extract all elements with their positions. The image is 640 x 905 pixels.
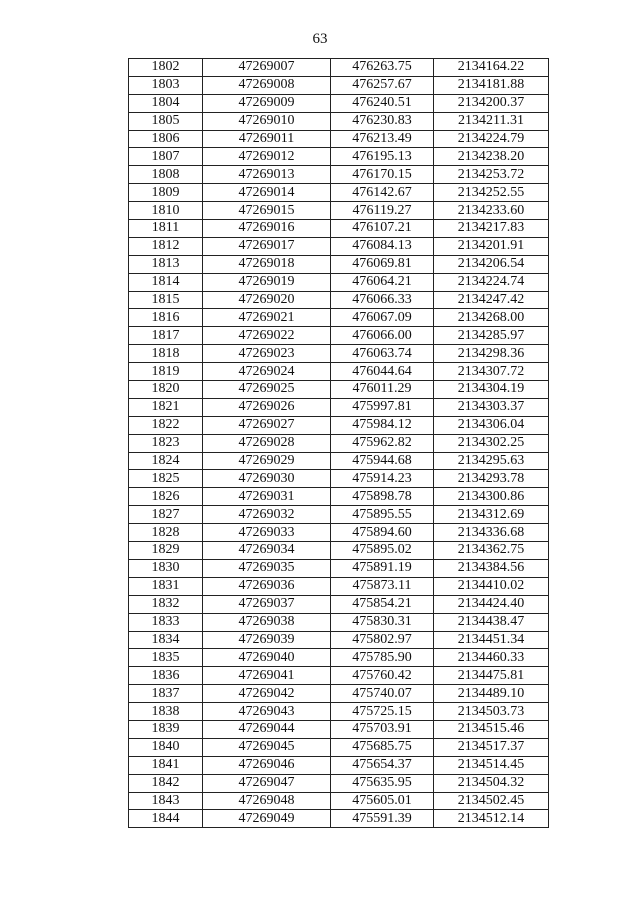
y-coordinate-cell: 2134517.37 [434,738,549,756]
table-row [129,774,549,792]
table-row [129,559,549,577]
table-row [129,184,549,202]
point-id-cell: 47269037 [203,595,331,613]
table-row [129,524,549,542]
point-id-cell: 47269020 [203,291,331,309]
x-coordinate-cell: 475635.95 [331,774,434,792]
point-number-cell: 1803 [129,76,203,94]
point-id-cell: 47269009 [203,94,331,112]
table-row [129,416,549,434]
y-coordinate-cell: 2134503.73 [434,703,549,721]
y-coordinate-cell: 2134302.25 [434,434,549,452]
x-coordinate-cell: 475591.39 [331,810,434,828]
y-coordinate-cell: 2134164.22 [434,59,549,77]
x-coordinate-cell: 475725.15 [331,703,434,721]
x-coordinate-cell: 476063.74 [331,345,434,363]
x-coordinate-cell: 475944.68 [331,452,434,470]
table-row [129,452,549,470]
x-coordinate-cell: 476064.21 [331,273,434,291]
y-coordinate-cell: 2134201.91 [434,237,549,255]
table-row [129,237,549,255]
table-row [129,309,549,327]
x-coordinate-cell: 475854.21 [331,595,434,613]
x-coordinate-cell: 476066.33 [331,291,434,309]
point-number-cell: 1811 [129,220,203,238]
x-coordinate-cell: 476170.15 [331,166,434,184]
x-coordinate-cell: 475654.37 [331,756,434,774]
x-coordinate-cell: 476213.49 [331,130,434,148]
point-number-cell: 1826 [129,488,203,506]
x-coordinate-cell: 475740.07 [331,685,434,703]
point-id-cell: 47269015 [203,202,331,220]
y-coordinate-cell: 2134362.75 [434,542,549,560]
point-number-cell: 1842 [129,774,203,792]
x-coordinate-cell: 475895.02 [331,542,434,560]
point-id-cell: 47269014 [203,184,331,202]
point-number-cell: 1820 [129,381,203,399]
point-id-cell: 47269030 [203,470,331,488]
y-coordinate-cell: 2134233.60 [434,202,549,220]
y-coordinate-cell: 2134306.04 [434,416,549,434]
point-id-cell: 47269033 [203,524,331,542]
table-row [129,470,549,488]
x-coordinate-cell: 475830.31 [331,613,434,631]
y-coordinate-cell: 2134303.37 [434,398,549,416]
x-coordinate-cell: 476011.29 [331,381,434,399]
x-coordinate-cell: 476195.13 [331,148,434,166]
point-number-cell: 1804 [129,94,203,112]
y-coordinate-cell: 2134224.79 [434,130,549,148]
point-number-cell: 1822 [129,416,203,434]
point-number-cell: 1836 [129,667,203,685]
point-number-cell: 1829 [129,542,203,560]
y-coordinate-cell: 2134489.10 [434,685,549,703]
point-number-cell: 1802 [129,59,203,77]
table-row [129,327,549,345]
y-coordinate-cell: 2134293.78 [434,470,549,488]
table-row [129,703,549,721]
point-id-cell: 47269021 [203,309,331,327]
point-number-cell: 1830 [129,559,203,577]
point-id-cell: 47269045 [203,738,331,756]
table-row [129,720,549,738]
point-number-cell: 1816 [129,309,203,327]
point-id-cell: 47269043 [203,703,331,721]
y-coordinate-cell: 2134211.31 [434,112,549,130]
point-id-cell: 47269011 [203,130,331,148]
point-number-cell: 1809 [129,184,203,202]
table-row [129,363,549,381]
point-number-cell: 1813 [129,255,203,273]
y-coordinate-cell: 2134247.42 [434,291,549,309]
point-id-cell: 47269031 [203,488,331,506]
point-id-cell: 47269012 [203,148,331,166]
point-id-cell: 47269029 [203,452,331,470]
x-coordinate-cell: 475760.42 [331,667,434,685]
x-coordinate-cell: 476069.81 [331,255,434,273]
point-id-cell: 47269048 [203,792,331,810]
x-coordinate-cell: 475685.75 [331,738,434,756]
table-row [129,94,549,112]
table-row [129,112,549,130]
table-row [129,166,549,184]
point-id-cell: 47269028 [203,434,331,452]
y-coordinate-cell: 2134312.69 [434,506,549,524]
point-number-cell: 1828 [129,524,203,542]
x-coordinate-cell: 476084.13 [331,237,434,255]
point-number-cell: 1837 [129,685,203,703]
point-id-cell: 47269026 [203,398,331,416]
point-id-cell: 47269010 [203,112,331,130]
x-coordinate-cell: 476067.09 [331,309,434,327]
table-row [129,667,549,685]
point-number-cell: 1827 [129,506,203,524]
point-id-cell: 47269041 [203,667,331,685]
y-coordinate-cell: 2134438.47 [434,613,549,631]
x-coordinate-cell: 476119.27 [331,202,434,220]
y-coordinate-cell: 2134253.72 [434,166,549,184]
y-coordinate-cell: 2134181.88 [434,76,549,94]
point-id-cell: 47269019 [203,273,331,291]
table-row [129,291,549,309]
y-coordinate-cell: 2134512.14 [434,810,549,828]
y-coordinate-cell: 2134515.46 [434,720,549,738]
table-row [129,595,549,613]
table-row [129,506,549,524]
x-coordinate-cell: 476107.21 [331,220,434,238]
point-id-cell: 47269013 [203,166,331,184]
point-number-cell: 1831 [129,577,203,595]
table-row [129,792,549,810]
coordinates-table-body [129,59,549,828]
x-coordinate-cell: 475914.23 [331,470,434,488]
point-id-cell: 47269049 [203,810,331,828]
table-row [129,202,549,220]
y-coordinate-cell: 2134475.81 [434,667,549,685]
table-row [129,273,549,291]
table-row [129,756,549,774]
table-row [129,577,549,595]
point-id-cell: 47269024 [203,363,331,381]
y-coordinate-cell: 2134304.19 [434,381,549,399]
point-number-cell: 1834 [129,631,203,649]
x-coordinate-cell: 475984.12 [331,416,434,434]
y-coordinate-cell: 2134285.97 [434,327,549,345]
point-number-cell: 1844 [129,810,203,828]
point-number-cell: 1819 [129,363,203,381]
table-row [129,542,549,560]
y-coordinate-cell: 2134252.55 [434,184,549,202]
x-coordinate-cell: 475873.11 [331,577,434,595]
point-number-cell: 1823 [129,434,203,452]
point-id-cell: 47269047 [203,774,331,792]
point-number-cell: 1832 [129,595,203,613]
table-row [129,810,549,828]
table-row [129,130,549,148]
point-id-cell: 47269035 [203,559,331,577]
point-number-cell: 1839 [129,720,203,738]
point-id-cell: 47269039 [203,631,331,649]
y-coordinate-cell: 2134424.40 [434,595,549,613]
point-number-cell: 1807 [129,148,203,166]
point-id-cell: 47269038 [203,613,331,631]
table-row [129,345,549,363]
y-coordinate-cell: 2134502.45 [434,792,549,810]
point-id-cell: 47269008 [203,76,331,94]
x-coordinate-cell: 476240.51 [331,94,434,112]
point-id-cell: 47269036 [203,577,331,595]
point-number-cell: 1818 [129,345,203,363]
table-row [129,434,549,452]
point-number-cell: 1838 [129,703,203,721]
table-row [129,59,549,77]
y-coordinate-cell: 2134336.68 [434,524,549,542]
y-coordinate-cell: 2134451.34 [434,631,549,649]
point-number-cell: 1815 [129,291,203,309]
table-row [129,649,549,667]
y-coordinate-cell: 2134460.33 [434,649,549,667]
x-coordinate-cell: 475894.60 [331,524,434,542]
x-coordinate-cell: 476263.75 [331,59,434,77]
point-id-cell: 47269027 [203,416,331,434]
y-coordinate-cell: 2134295.63 [434,452,549,470]
x-coordinate-cell: 475802.97 [331,631,434,649]
x-coordinate-cell: 476066.00 [331,327,434,345]
x-coordinate-cell: 475895.55 [331,506,434,524]
page-number: 63 [312,31,328,47]
point-number-cell: 1824 [129,452,203,470]
point-number-cell: 1817 [129,327,203,345]
y-coordinate-cell: 2134504.32 [434,774,549,792]
y-coordinate-cell: 2134206.54 [434,255,549,273]
y-coordinate-cell: 2134217.83 [434,220,549,238]
point-number-cell: 1841 [129,756,203,774]
table-row [129,148,549,166]
point-id-cell: 47269007 [203,59,331,77]
x-coordinate-cell: 476044.64 [331,363,434,381]
point-id-cell: 47269046 [203,756,331,774]
y-coordinate-cell: 2134200.37 [434,94,549,112]
coordinates-table [128,58,549,828]
table-row [129,76,549,94]
point-number-cell: 1805 [129,112,203,130]
point-id-cell: 47269018 [203,255,331,273]
point-number-cell: 1840 [129,738,203,756]
y-coordinate-cell: 2134224.74 [434,273,549,291]
x-coordinate-cell: 476142.67 [331,184,434,202]
x-coordinate-cell: 476230.83 [331,112,434,130]
x-coordinate-cell: 475605.01 [331,792,434,810]
x-coordinate-cell: 476257.67 [331,76,434,94]
x-coordinate-cell: 475785.90 [331,649,434,667]
point-id-cell: 47269040 [203,649,331,667]
point-id-cell: 47269044 [203,720,331,738]
point-id-cell: 47269034 [203,542,331,560]
point-number-cell: 1843 [129,792,203,810]
y-coordinate-cell: 2134514.45 [434,756,549,774]
table-row [129,631,549,649]
y-coordinate-cell: 2134410.02 [434,577,549,595]
point-id-cell: 47269016 [203,220,331,238]
y-coordinate-cell: 2134300.86 [434,488,549,506]
table-row [129,738,549,756]
table-row [129,613,549,631]
point-number-cell: 1812 [129,237,203,255]
point-number-cell: 1814 [129,273,203,291]
table-row [129,685,549,703]
y-coordinate-cell: 2134238.20 [434,148,549,166]
x-coordinate-cell: 475898.78 [331,488,434,506]
y-coordinate-cell: 2134268.00 [434,309,549,327]
table-row [129,255,549,273]
table-row [129,220,549,238]
point-number-cell: 1835 [129,649,203,667]
point-number-cell: 1810 [129,202,203,220]
table-row [129,398,549,416]
point-id-cell: 47269022 [203,327,331,345]
x-coordinate-cell: 475891.19 [331,559,434,577]
y-coordinate-cell: 2134298.36 [434,345,549,363]
x-coordinate-cell: 475997.81 [331,398,434,416]
point-number-cell: 1808 [129,166,203,184]
y-coordinate-cell: 2134384.56 [434,559,549,577]
point-id-cell: 47269017 [203,237,331,255]
y-coordinate-cell: 2134307.72 [434,363,549,381]
point-number-cell: 1806 [129,130,203,148]
point-id-cell: 47269032 [203,506,331,524]
point-id-cell: 47269023 [203,345,331,363]
table-row [129,488,549,506]
point-number-cell: 1821 [129,398,203,416]
x-coordinate-cell: 475962.82 [331,434,434,452]
point-id-cell: 47269042 [203,685,331,703]
x-coordinate-cell: 475703.91 [331,720,434,738]
table-row [129,381,549,399]
point-id-cell: 47269025 [203,381,331,399]
point-number-cell: 1825 [129,470,203,488]
point-number-cell: 1833 [129,613,203,631]
